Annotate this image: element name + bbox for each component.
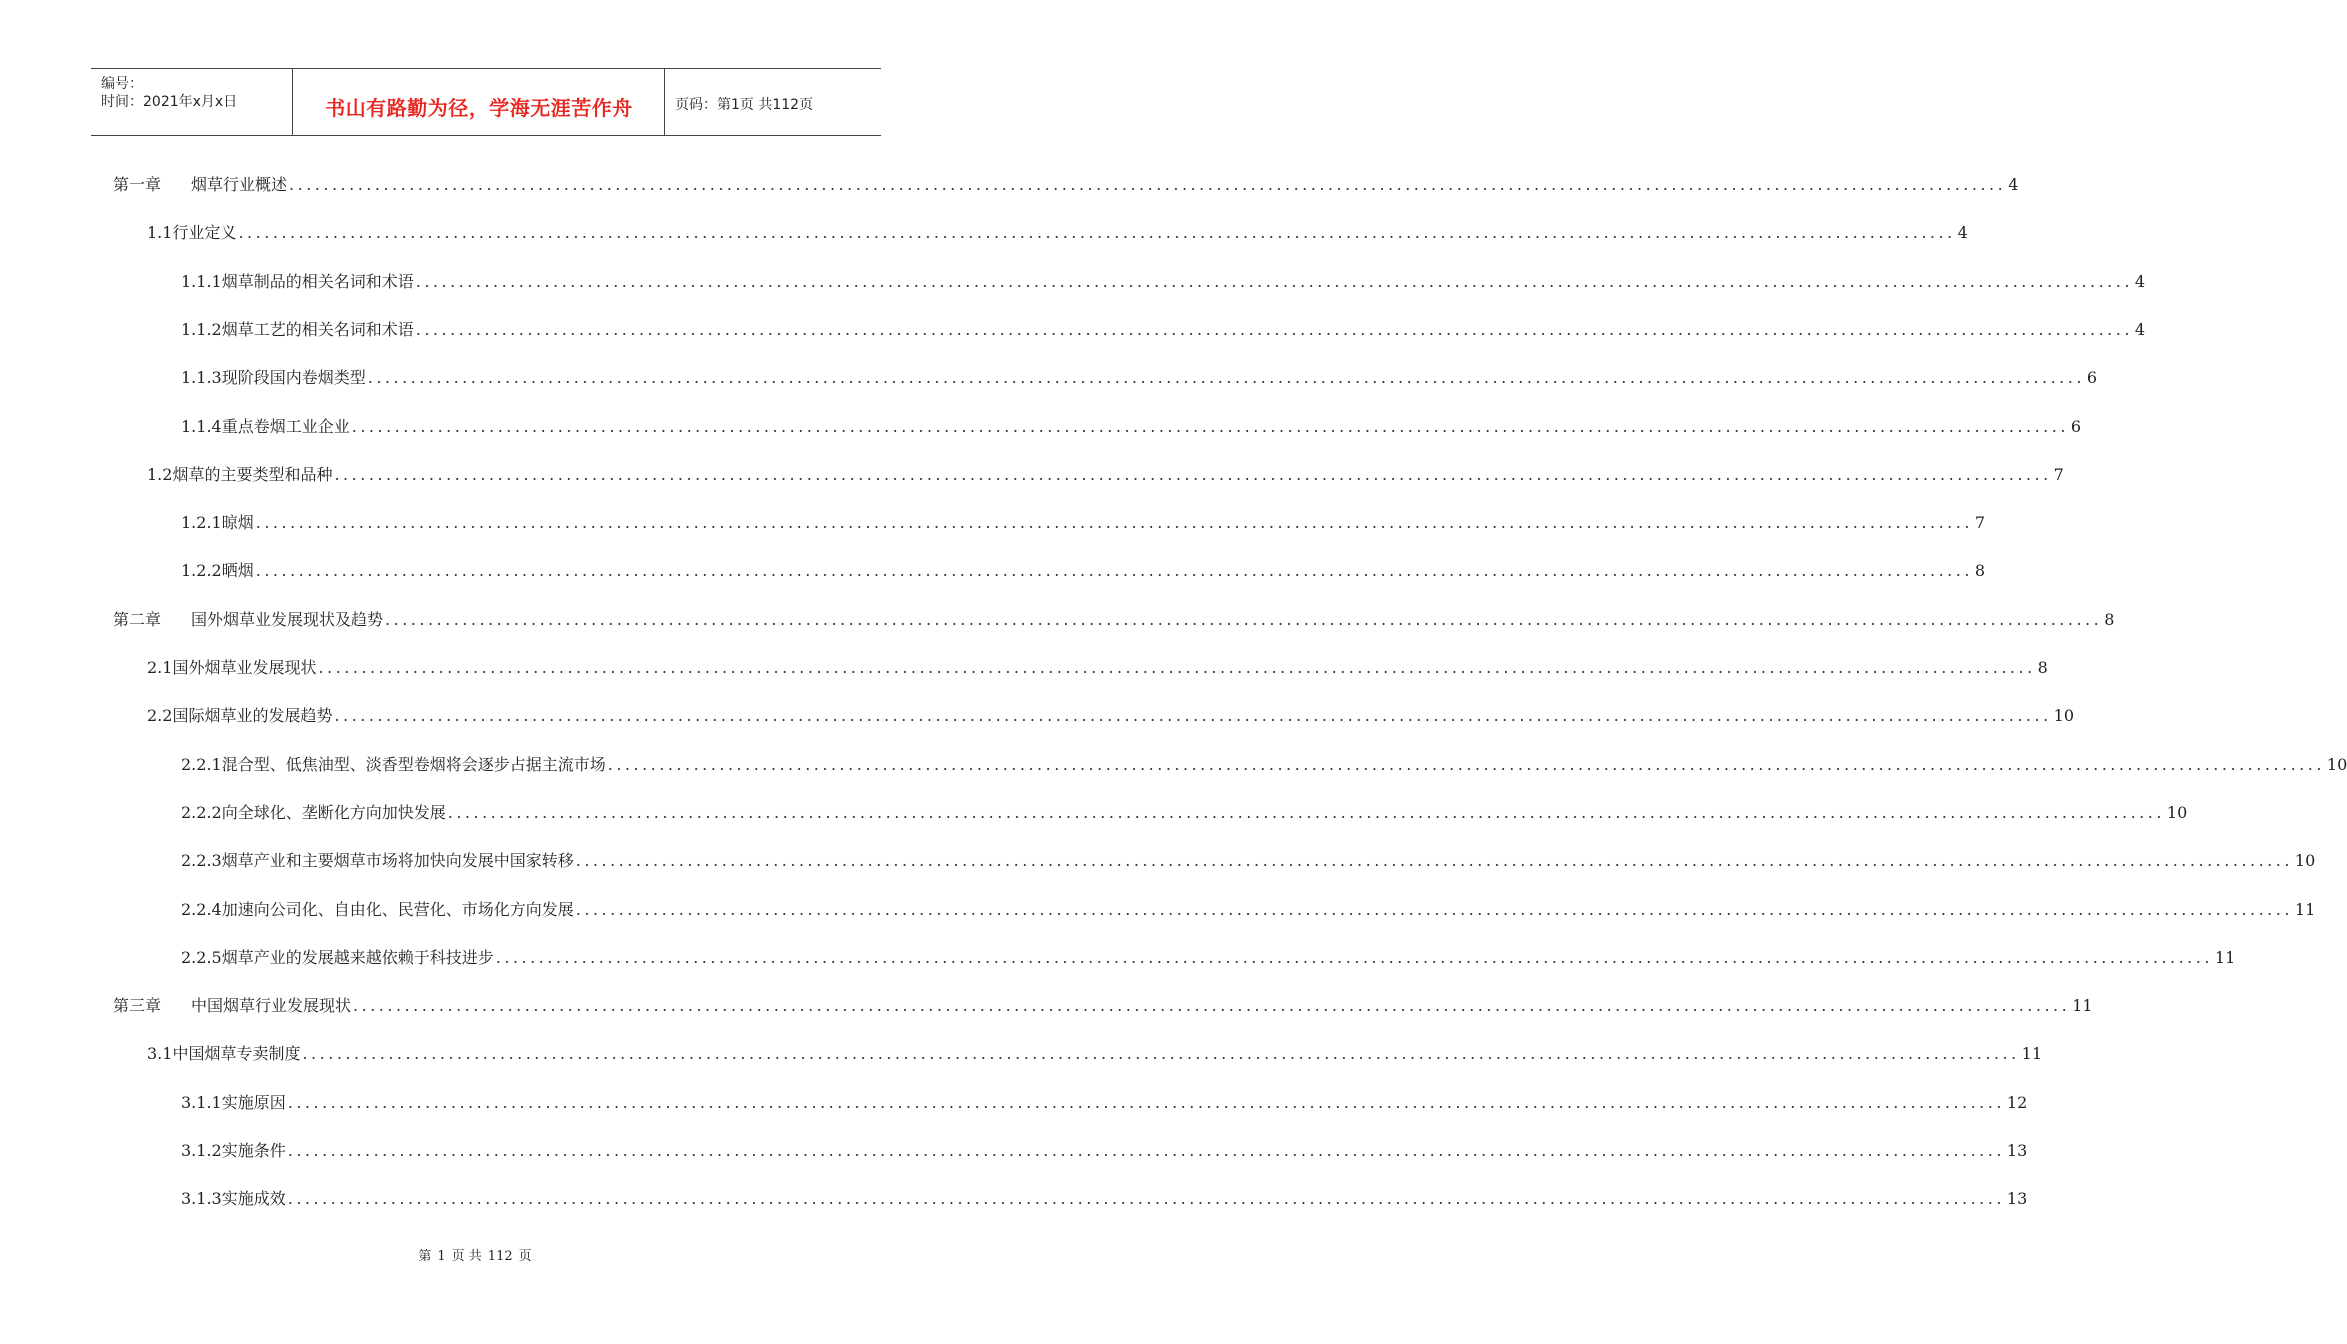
toc-entry-page: 11	[2072, 996, 2093, 1015]
toc-entry-page: 8	[2037, 658, 2048, 677]
toc-dot-leader: ........................................................................................................................................................................................................	[415, 320, 2133, 339]
toc-dot-leader: ........................................................................................................................................................................................................	[575, 851, 2293, 870]
toc-dot-leader: ........................................................................................................................................................................................................	[287, 1093, 2005, 1112]
toc-entry-title: 烟草制品的相关名词和术语	[221, 272, 414, 291]
toc-entry[interactable]	[147, 703, 2075, 729]
toc-entry[interactable]	[181, 510, 1986, 536]
toc-entry-page: 7	[1974, 513, 1986, 532]
toc-entry[interactable]	[181, 269, 2146, 295]
toc-entry[interactable]	[181, 945, 2236, 971]
toc-dot-leader: ........................................................................................................................................................................................................	[495, 948, 2213, 967]
toc-entry[interactable]	[147, 462, 2064, 488]
toc-dot-leader: ........................................................................................................................................................................................................	[334, 706, 2052, 725]
toc-entry[interactable]	[147, 1041, 2043, 1067]
toc-entry-number: 1.2.2	[181, 561, 222, 580]
footer-current-page: 1	[437, 1249, 446, 1264]
toc-entry-number: 第二章	[113, 610, 162, 629]
footer-total-pages: 112	[487, 1249, 513, 1264]
toc-entry-number: 3.1	[147, 1044, 173, 1063]
toc-entry-page: 8	[1974, 561, 1986, 580]
toc-dot-leader: ........................................................................................................................................................................................................	[351, 417, 2069, 436]
toc-entry-page: 12	[2006, 1093, 2028, 1112]
toc-entry-number: 3.1.1	[181, 1093, 222, 1112]
header-code-label: 编号：	[101, 76, 143, 92]
toc-entry-title: 中国烟草专卖制度	[172, 1044, 301, 1063]
toc-dot-leader: ........................................................................................................................................................................................................	[238, 223, 1956, 242]
toc-entry-page: 11	[2214, 948, 2236, 967]
toc-entry-number: 2.2	[147, 706, 173, 725]
toc-entry[interactable]	[181, 848, 2316, 874]
toc-entry-number: 2.2.5	[181, 948, 222, 967]
toc-entry-number: 3.1.3	[181, 1189, 222, 1208]
toc-entry[interactable]	[147, 655, 2048, 681]
toc-entry-number: 1.1	[147, 223, 173, 242]
toc-entry-page: 10	[2166, 803, 2188, 822]
toc-entry[interactable]	[181, 317, 2146, 343]
toc-entry-number: 1.1.2	[181, 320, 222, 339]
toc-entry-number: 第一章	[113, 175, 162, 194]
toc-entry-page: 8	[2104, 610, 2115, 629]
toc-entry-page: 6	[2086, 368, 2098, 387]
toc-entry-page: 4	[2134, 320, 2146, 339]
toc-entry-title: 重点卷烟工业企业	[221, 417, 350, 436]
toc-dot-leader: ........................................................................................................................................................................................................	[367, 368, 2085, 387]
toc-entry-number: 2.2.1	[181, 755, 222, 774]
toc-entry-page: 6	[2070, 417, 2082, 436]
toc-entry[interactable]	[181, 414, 2082, 440]
toc-entry-title: 国外烟草业发展现状	[172, 658, 317, 677]
toc-entry[interactable]	[181, 558, 1986, 584]
toc-entry-title: 烟草的主要类型和品种	[172, 465, 333, 484]
toc-entry-number: 3.1.2	[181, 1141, 222, 1160]
toc-entry-title: 现阶段国内卷烟类型	[221, 368, 366, 387]
toc-entry-title: 烟草产业和主要烟草市场将加快向发展中国家转移	[221, 851, 574, 870]
footer-mid: 页 共	[451, 1249, 482, 1264]
toc-dot-leader: ........................................................................................................................................................................................................	[255, 513, 1973, 532]
toc-entry-title: 实施原因	[221, 1093, 286, 1112]
page-footer	[0, 1245, 950, 1264]
toc-entry-title: 国际烟草业的发展趋势	[172, 706, 333, 725]
toc-entry-page: 4	[2008, 175, 2019, 194]
toc-entry-number: 2.2.2	[181, 803, 222, 822]
toc-dot-leader: ........................................................................................................................................................................................................	[287, 1189, 2005, 1208]
toc-entry[interactable]	[181, 1138, 2028, 1164]
header-slogan: 书山有路勤为径，学海无涯苦作舟	[325, 96, 633, 120]
toc-entry[interactable]	[181, 1090, 2028, 1116]
toc-entry-number: 2.2.4	[181, 900, 222, 919]
toc-entry[interactable]	[181, 1186, 2028, 1212]
toc-dot-leader: ........................................................................................................................................................................................................	[607, 755, 2325, 774]
footer-prefix: 第	[418, 1249, 432, 1264]
toc-entry-page: 13	[2006, 1141, 2028, 1160]
toc-entry-title: 晒烟	[221, 561, 254, 580]
header-time-label: 时间：2021年x月x日	[101, 94, 238, 110]
toc-entry-page: 11	[2021, 1044, 2043, 1063]
toc-entry-title: 烟草工艺的相关名词和术语	[221, 320, 414, 339]
toc-entry[interactable]	[113, 172, 2019, 198]
toc-dot-leader: ........................................................................................................................................................................................................	[287, 1141, 2005, 1160]
toc-entry-title: 实施条件	[221, 1141, 286, 1160]
toc-entry-page: 7	[2053, 465, 2064, 484]
toc-dot-leader: ........................................................................................................................................................................................................	[415, 272, 2133, 291]
toc-entry-number: 1.2.1	[181, 513, 222, 532]
toc-entry-title: 烟草产业的发展越来越依赖于科技进步	[221, 948, 494, 967]
toc-dot-leader: ........................................................................................................................................................................................................	[447, 803, 2165, 822]
toc-entry[interactable]	[147, 220, 1968, 246]
toc-entry-title: 向全球化、垄断化方向加快发展	[221, 803, 446, 822]
toc-entry[interactable]	[181, 365, 2098, 391]
toc-entry-number: 1.1.1	[181, 272, 222, 291]
toc-entry-title: 晾烟	[221, 513, 254, 532]
toc-entry-page: 13	[2006, 1189, 2028, 1208]
toc-dot-leader: ........................................................................................................................................................................................................	[353, 996, 2071, 1015]
toc-dot-leader: ........................................................................................................................................................................................................	[255, 561, 1973, 580]
toc-dot-leader: ........................................................................................................................................................................................................	[302, 1044, 2020, 1063]
toc-entry-number: 1.2	[147, 465, 173, 484]
toc-entry-number: 1.1.4	[181, 417, 222, 436]
toc-entry-page: 11	[2294, 900, 2316, 919]
toc-dot-leader: ........................................................................................................................................................................................................	[318, 658, 2036, 677]
toc-entry-title: 烟草行业概述	[191, 175, 288, 194]
toc-entry[interactable]	[113, 607, 2115, 633]
header-page-label: 页码：第1页 共112页	[675, 97, 814, 113]
toc-entry[interactable]	[181, 752, 2347, 778]
footer-suffix: 页	[518, 1249, 532, 1264]
toc-entry-page: 4	[1957, 223, 1968, 242]
toc-entry-title: 混合型、低焦油型、淡香型卷烟将会逐步占据主流市场	[221, 755, 606, 774]
toc-entry-number: 2.1	[147, 658, 173, 677]
toc-dot-leader: ........................................................................................................................................................................................................	[334, 465, 2052, 484]
toc-entry-title: 实施成效	[221, 1189, 286, 1208]
toc-entry[interactable]	[113, 993, 2093, 1019]
toc-entry[interactable]	[181, 897, 2316, 923]
toc-entry-title: 行业定义	[172, 223, 237, 242]
toc-entry-title: 国外烟草业发展现状及趋势	[191, 610, 384, 629]
toc-entry-page: 10	[2053, 706, 2075, 725]
toc-entry-number: 2.2.3	[181, 851, 222, 870]
toc-entry-page: 4	[2134, 272, 2146, 291]
toc-dot-leader: ........................................................................................................................................................................................................	[385, 610, 2103, 629]
toc-entry-number: 1.1.3	[181, 368, 222, 387]
toc-entry-page: 10	[2294, 851, 2316, 870]
toc-entry-title: 加速向公司化、自由化、民营化、市场化方向发展	[221, 900, 574, 919]
toc-dot-leader: ........................................................................................................................................................................................................	[575, 900, 2293, 919]
toc-dot-leader: ........................................................................................................................................................................................................	[289, 175, 2007, 194]
toc-entry-page: 10	[2326, 755, 2347, 774]
toc-entry[interactable]	[181, 800, 2188, 826]
toc-entry-number: 第三章	[113, 996, 162, 1015]
toc-entry-title: 中国烟草行业发展现状	[191, 996, 352, 1015]
